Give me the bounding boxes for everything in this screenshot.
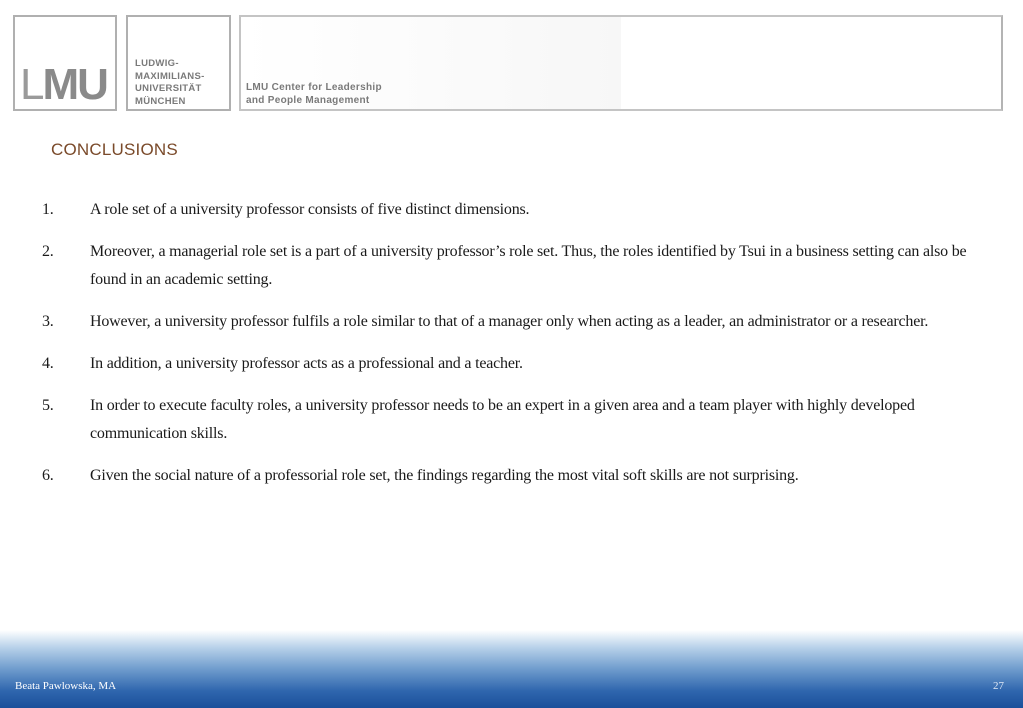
list-item xyxy=(40,196,975,224)
item-number: 6. xyxy=(42,467,54,484)
university-name-line: UNIVERSITÄT xyxy=(135,83,202,94)
footer-bar xyxy=(0,630,1023,708)
conclusions-list xyxy=(40,196,975,504)
center-name-text xyxy=(246,81,382,107)
item-text: In addition, a university professor acts as a professional and a teacher. xyxy=(90,355,523,372)
item-number: 2. xyxy=(42,243,54,260)
university-name-line: MÜNCHEN xyxy=(135,95,186,107)
center-banner xyxy=(239,15,1003,111)
item-number: 5. xyxy=(42,397,54,414)
item-text: However, a university professor fulfils a role similar to that of a manager only when acting as a leader, an administrator or a researcher. xyxy=(90,313,929,330)
list-item xyxy=(40,392,975,448)
lmu-logo xyxy=(13,15,117,111)
page-number: 27 xyxy=(993,680,1004,692)
lmu-logo-mark: LMU xyxy=(20,60,107,109)
list-item xyxy=(40,238,975,294)
list-item xyxy=(40,350,975,378)
center-name-line: and People Management xyxy=(246,95,370,106)
center-name-line: LMU Center for Leadership xyxy=(246,82,382,93)
university-name-logo xyxy=(126,15,231,111)
list-item xyxy=(40,462,975,490)
university-name-line: LUDWIG- xyxy=(135,58,179,69)
item-number: 3. xyxy=(42,313,54,330)
item-number: 1. xyxy=(42,201,54,218)
item-number: 4. xyxy=(42,355,54,372)
university-name-text xyxy=(135,58,205,108)
item-text: Moreover, a managerial role set is a part of a university professor’s role set. Thus, the roles identified by Tsui in a business setting can also be found in an academic setting. xyxy=(90,243,967,288)
university-name-line: MAXIMILIANS- xyxy=(135,70,205,82)
item-text: A role set of a university professor consists of five distinct dimensions. xyxy=(90,201,530,218)
list-item xyxy=(40,308,975,336)
footer-author: Beata Pawlowska, MA xyxy=(15,680,117,692)
slide-title: CONCLUSIONS xyxy=(51,140,178,159)
item-text: In order to execute faculty roles, a university professor needs to be an expert in a given area and a team player with highly developed communication skills. xyxy=(90,397,915,442)
item-text: Given the social nature of a professorial role set, the findings regarding the most vital soft skills are not surprising. xyxy=(90,467,799,484)
